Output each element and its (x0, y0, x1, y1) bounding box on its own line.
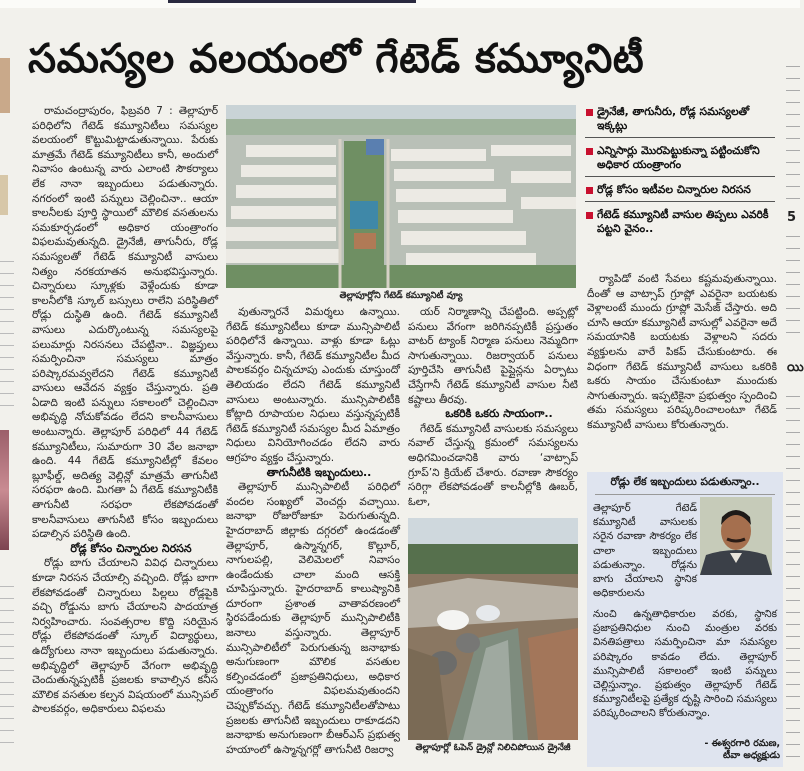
adjacent-photo-fragment (0, 175, 8, 215)
drain-photo-illustration (408, 518, 578, 740)
article-column-2 (226, 305, 400, 757)
portrait-illustration (700, 497, 772, 575)
section-subhead: తాగునీటికి ఇబ్బందులు.. (266, 465, 372, 479)
photo-caption: తెల్లాపూర్లో ఓపెన్ డ్రైన్లో నిలిచిపోయిన డ్రైనేజీ (415, 743, 571, 753)
adjacent-text-fragment (786, 230, 800, 340)
quote-text: నుంచి ఉన్నతాధికారుల వరకు, స్థానిక ప్రజాప్రతినిధుల నుంచి మంత్రుల వరకు వినతిపత్రాలు సమర్పించినా మా సమస్యల పరిష్కారం కావడం లేదు. తెల్లాపూర్ మున్సిపాలిటీ సకాలంలో ఇంటి పన్నులు చెల్లిస్తున్నాం. ప్రభుత్వం తెల్లాపూర్ గేటెడ్ కమ్యూనిటీలపై ప్రత్యేక దృష్టి సారించి సమస్యలు పరిష్కరించాలని కోరుతున్నాం. (593, 609, 777, 720)
open-drain-photo (408, 518, 578, 740)
adjacent-letter: 5 (787, 210, 797, 225)
article-column-1 (32, 104, 218, 768)
highlight-item: గేటెడ్ కమ్యూనిటీ వాసుల తిప్పలు ఎవరికీ పట్టని వైనం.. (585, 208, 775, 236)
article-paragraph: రోడ్లు బాగు చేయాలని వివిధ చిన్నారులు కూడా నిరసన చేయాల్సి వచ్చింది. రోడ్లు బాగా లేకపోవడంతో చిన్నారులు పిల్లలు రోడ్లపైకి వచ్చి రోడ్డును బాగు చేయాలని పాదయాత్ర నిర్వహించారు. సంవత్సరాల కొద్ది సరియైన రోడ్లు లేకపోవడంతో స్కూల్ విద్యార్థులు, ఉద్యోగులు నానా ఇబ్బందులు పడుతున్నారు. అభివృద్ధిలో తెల్లాపూర్ వేగంగా అభివృద్ధి చెందుతున్నప్పటికీ ప్రజలకు కావాల్సిన కనీస మౌలిక వసతుల కల్పన విషయంలో మున్సిపల్ పాలకవర్గం, అధికారులు విఫలమ (32, 557, 218, 716)
article-paragraph: యర్ నిర్మాణాన్ని చేపట్టింది. అప్పట్లో పనులు వేగంగా జరిగినప్పటికీ ప్రస్తుతం వాటర్ ట్యాంక్ నిర్మాణ పనులు నెమ్మదిగా సాగుతున్నాయి. రిజర్వాయర్ పనులు పూర్తిచేసి తాగునీటి పైప్లైన్లను ఏర్పాటు చేస్తేగానీ గేటెడ్ కమ్యూనిటీ వాసుల నీటి కష్టాలు తీరవు. (408, 306, 578, 406)
adjacent-text-fragment (0, 255, 14, 415)
byline-name: - ఈశ్వరగారి రమణ, (704, 738, 780, 749)
resident-portrait-photo (700, 497, 772, 575)
adjacent-photo-fragment (0, 430, 9, 550)
photo-caption: తెల్లాపూర్లోని గేటెడ్ కమ్యూనిటీ వ్యూ (339, 291, 463, 301)
adjacent-letter: యి (787, 360, 804, 375)
highlight-list (585, 105, 775, 242)
quote-box-title: రోడ్లు లేక ఇబ్బందులు పడుతున్నాం.. (610, 476, 760, 488)
article-paragraph: ర్యాపిడో వంటి సేవలు కష్టమవుతున్నాయి. దీంతో ఆ వాట్సాప్ గ్రూప్లో ఎవరైనా బయటకు వెళ్లాలంటే ముందు గ్రూప్లో మెసేజ్ చేస్తారు. అది చూసి ఆయా కమ్యూనిటీ వాసుల్లో ఎవరైనా అదే సమయానికి బయటకు వెళ్లాలని సదరు వ్యక్తులను వారే పికప్ చేసుకుంటారు. ఈ విధంగా గేటెడ్ కమ్యూనిటీ వాసులు ఒకరికి ఒకరు సాయం చేసుకుంటూ ముందుకు సాగుతున్నారు. ఇప్పటికైనా ప్రభుత్వం స్పందించి తమ సమస్యలు పరిష్కరించాలంటూ గేటెడ్ కమ్యూనిటీ వాసులు కోరుతున్నారు. (587, 273, 777, 431)
quote-byline (700, 738, 780, 762)
right-adjacent-strip (786, 0, 804, 771)
highlight-item: ఎన్నిసార్లు మొరపెట్టుకున్నా పట్టించుకోని అధికార యంత్రాంగం (585, 144, 775, 177)
adjacent-text-fragment (786, 390, 800, 760)
article-column-3 (408, 305, 578, 515)
article-paragraph: గేటెడ్ కమ్యూనిటీ వాసులకు సమస్యలు నవాల్ చేస్తున్న క్రమంలో సమస్యలను అధిగమించడానికి వారు ‘వాట్సాప్ గ్రూప్’ని క్రియేట్ చేశారు. రవాణా సౌకర్యం సరిగ్గా లేకపోవడంతో కాలనీల్లోకి ఊబర్, ఓలా, (408, 422, 578, 508)
quote-box-divider (595, 494, 775, 495)
quote-text: తెల్లాపూర్ గేటెడ్ కమ్యూనిటీ వాసులకు సరైన రవాణా సౌకర్యం లేక చాలా ఇబ్బందులు పడుతున్నాం. రోడ్లను బాగు చేయాలని స్థానిక అధికారులను (593, 503, 697, 600)
top-rule (168, 0, 416, 3)
adjacent-text-fragment (0, 580, 14, 750)
adjacent-photo-fragment (0, 58, 10, 113)
headline: సమస్యల వలయంలో గేటెడ్ కమ్యూనిటీ (28, 36, 645, 82)
aerial-photo-illustration (226, 105, 576, 288)
section-subhead: ఒకరికి ఒకరు సాయంగా.. (445, 407, 553, 421)
article-paragraph: తెల్లాపూర్ మున్సిపాలిటీ పరిధిలో వందల సంఖ్యలో వెంచర్లు వచ్చాయి. జనాభా రోజురోజుకూ పెరుగుతున్నది. హైదరాబాద్ జిల్లాకు దగ్గరలో ఉండడంతో తెల్లాపూర్, ఉస్మాన్నగర్, కొల్లూర్, నాగులపల్లి, వెలిమెలలో నివాసం ఉండేందుకు చాలా మంది ఆసక్తి చూపిస్తున్నారు. హైదరాబాద్ కాలుష్యానికి దూరంగా ప్రశాంత వాతావరణంలో స్థిరపడేందుకు తెల్లాపూర్ మున్సిపాలిటీకి జనాలు వస్తున్నారు. తెల్లాపూర్ మున్సిపాలిటీలో పెరుగుతున్న జనాభాకు అనుగుణంగా మౌలిక వసతుల కల్పించడంలో ప్రజాప్రతినిధులు, అధికార యంత్రాంగం విఫలమవుతుందని చెప్పుకోవచ్చు. గేటెడ్ కమ్యూనిటీలతోపాటు ప్రజలకు తాగునీటి ఇబ్బందులు రాకూడదని జనాభాకు అనుగుణంగా బీఆర్ఎస్ ప్రభుత్వ హయాంలో ఉస్మాన్నగర్లో తాగునీటి రిజర్వా (226, 481, 400, 756)
article-paragraph: వుతున్నారనే విమర్శలు ఉన్నాయి. గేటెడ్ కమ్యూనిటీలు కూడా మున్సిపాలిటీ పరిధిలోనే ఉన్నాయి. వాళ్లు కూడా ఓట్లు వేస్తున్నారు. కానీ, గేటెడ్ కమ్యూనిటీల మీద పాలకవర్గం చిన్నచూపు ఎందుకు చూస్తుందో తెలియడం లేదని గేటెడ్ కమ్యూనిటీ వాసులు అంటున్నారు. మున్సిపాలిటీకి కోట్లాది రూపాయల నిధులు వస్తున్నప్పటికీ గేటెడ్ కమ్యూనిటీ సమస్యల మీద ఏమాత్రం నిధులు వినియోగించడం లేదని వారు ఆగ్రహం వ్యక్తం చేస్తున్నారు. (226, 306, 400, 464)
article-paragraph: రామచంద్రాపురం, ఫిబ్రవరి 7 : తెల్లాపూర్ పరిధిలోని గేటెడ్ కమ్యూనిటీలు సమస్యల వలయంలో కొట్టుమిట్టాడుతున్నాయి. పేరుకు మాత్రమే గేటెడ్ కమ్యూనిటీలు కానీ, అందులో నివాసం ఉంటున్న వారు ఎలాంటి సౌకర్యాలు లేక నానా ఇబ్బందులు పడుతున్నారు. నగరంలో ఇంటి పన్నులు చెల్లించినా.. ఆయా కాలనీలకు పూర్తి స్థాయిలో మౌలిక వసతులను సమకూర్చడంలో అధికార యంత్రాంగం విఫలమవుతున్నది. డ్రైనేజీ, తాగునీరు, రోడ్ల సమస్యలతో గేటెడ్ కమ్యూనిటీ వాసులు నిత్యం నరకయాతన అనుభవిస్తున్నారు. చిన్నారులు స్కూళ్లకు వెళ్లేందుకు కూడా కాలనీలోకి స్కూల్ బస్సులు రాలేని పరిస్థితిలో రోడ్లు దుస్థితి ఉంది. గేటెడ్ కమ్యూనిటీ వాసులు ఎదుర్కొంటున్న సమస్యలపై పలుమార్లు నిరసనలు చేపట్టినా.. విజ్ఞప్తులు సమర్పించినా సమస్యలు మాత్రం పరిష్కారమవ్వలేదని గేటెడ్ కమ్యూనిటీ వాసులు ఆవేదన వ్యక్తం చేస్తున్నారు. ప్రతి ఏడాది ఇంటి పన్నులు సకాలంలో చెల్లించినా అభివృద్ధి నోచుకోవడం లేదని కాలనీవాసులు అంటున్నారు. తెల్లాపూర్ పరిధిలో 44 గేటెడ్ కమ్యూనిటీలు, సుమారుగా 30 వేల జనాభా ఉంది. 44 గేటెడ్ కమ్యూనిటీల్లో కేవలం బ్లూఫీల్డ్, అదిత్య వెల్లిన్లో మాత్రమే తాగునీటి సరఫరా ఉంది. మిగతా ఏ గేటెడ్ కమ్యూనిటీకి తాగునీటి సరఫరా లేకపోవడంతో కాలనీవాసులు తాగునీటి కోసం ఇబ్బందులు పడాల్సిన పరిస్థితి ఉంది. (32, 105, 218, 541)
byline-role: టీవా అధ్యక్షుడు (723, 750, 780, 761)
adjacent-text-fragment (786, 60, 800, 210)
article-column-4 (587, 272, 777, 462)
highlight-item: డ్రైనేజీ, తాగునీరు, రోడ్ల సమస్యలతో ఇక్కట్లు (585, 105, 775, 138)
highlight-item: రోడ్ల కోసం ఇటీవల చిన్నారుల నిరసన (585, 183, 775, 202)
gated-community-aerial-photo (226, 105, 576, 288)
left-adjacent-strip (0, 0, 20, 771)
section-subhead: రోడ్ల కోసం చిన్నారుల నిరసన (70, 541, 192, 555)
